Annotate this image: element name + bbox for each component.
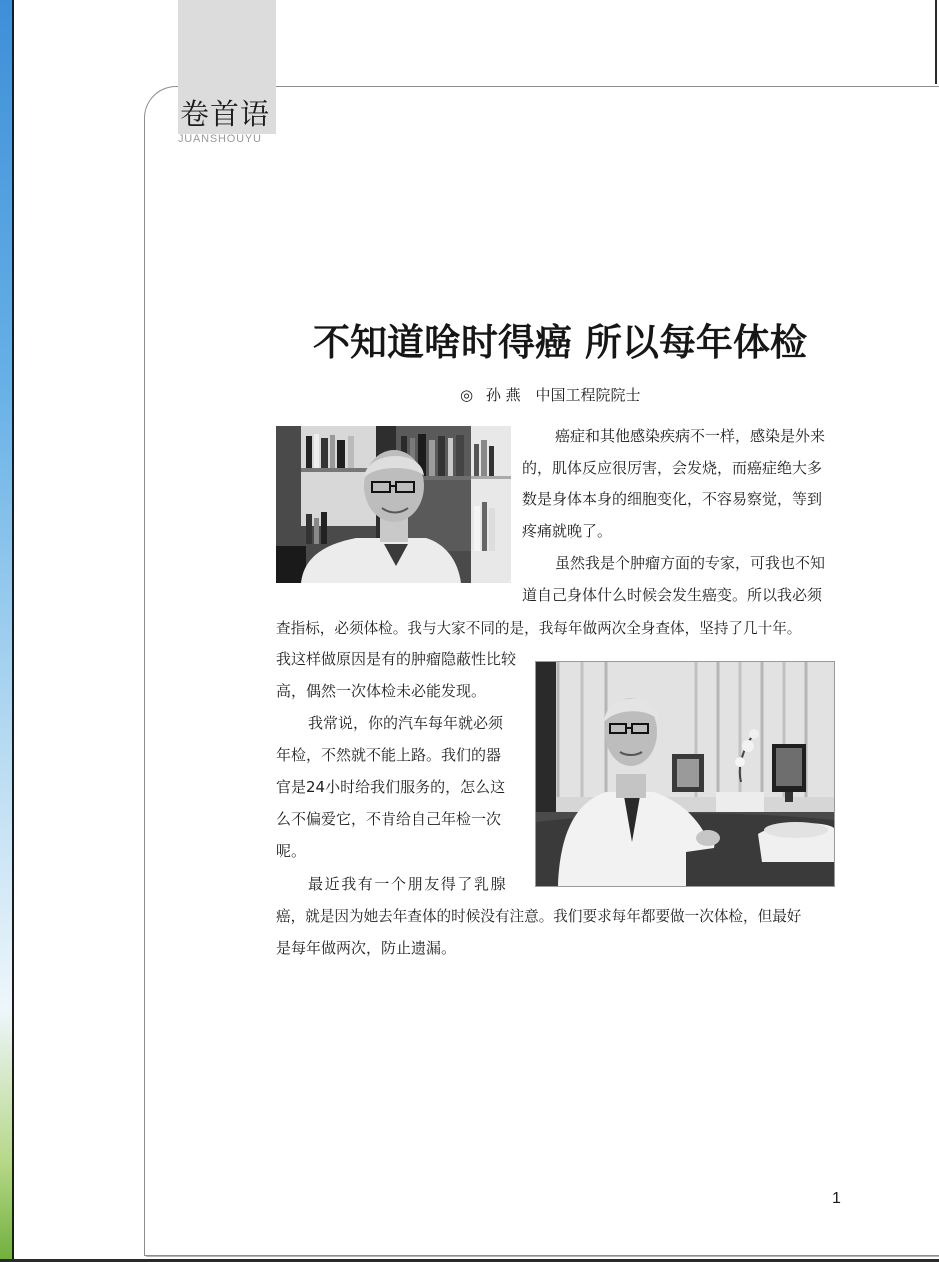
paragraph-2-line-5: 高，偶然一次体检未必能发现。	[276, 682, 487, 700]
page-left-border	[12, 0, 14, 1262]
frame-bottom-line	[146, 1256, 939, 1257]
paragraph-3-line-3: 官是24小时给我们服务的，怎么这	[276, 778, 506, 796]
paragraph-4-line-2: 癌，就是因为她去年查体的时候没有注意。我们要求每年都要做一次体检，但最好	[276, 908, 802, 925]
paragraph-3-line-1: 我常说，你的汽车每年就必须	[308, 714, 504, 732]
portrait-photo-office	[535, 661, 835, 887]
paragraph-4-line-1: 最近我有一个朋友得了乳腺	[308, 875, 508, 893]
paragraph-2-line-3: 查指标，必须体检。我与大家不同的是，我每年做两次全身查体，坚持了几十年。	[276, 620, 802, 637]
paragraph-1-line-2: 的，肌体反应很厉害，会发烧，而癌症绝大多	[522, 459, 823, 477]
byline	[460, 383, 648, 407]
page-number: 1	[832, 1190, 841, 1207]
section-title: 卷首语	[180, 97, 271, 131]
byline-mark: ◎	[460, 386, 474, 404]
paragraph-3-line-5: 呢。	[276, 842, 307, 860]
section-subtitle: JUANSHOUYU	[178, 133, 262, 145]
paragraph-1-line-3: 数是身体本身的细胞变化，不容易察觉，等到	[522, 490, 823, 508]
paragraph-2-line-2: 道自己身体什么时候会发生癌变。所以我必须	[522, 586, 823, 604]
paragraph-3-line-2: 年检，不然就不能上路。我们的器	[276, 746, 502, 764]
portrait-photo-bookshelf	[276, 426, 511, 583]
article-title: 不知道啥时得癌 所以每年体检	[313, 320, 807, 364]
paragraph-2-line-1: 虽然我是个肿瘤方面的专家，可我也不知	[555, 554, 826, 572]
book-spine-edge	[0, 0, 12, 1262]
paragraph-2-line-4: 我这样做原因是有的肿瘤隐蔽性比较	[276, 650, 517, 668]
author-name: 孙 燕	[485, 386, 521, 404]
page-corner-border	[935, 0, 937, 84]
author-affiliation: 中国工程院院士	[535, 386, 641, 404]
paragraph-1-line-1: 癌症和其他感染疾病不一样，感染是外来	[555, 427, 826, 445]
paragraph-4-line-3: 是每年做两次，防止遗漏。	[276, 939, 457, 957]
paragraph-3-line-4: 么不偏爱它，不肯给自己年检一次	[276, 810, 502, 828]
paragraph-1-line-4: 疼痛就晚了。	[522, 522, 613, 540]
